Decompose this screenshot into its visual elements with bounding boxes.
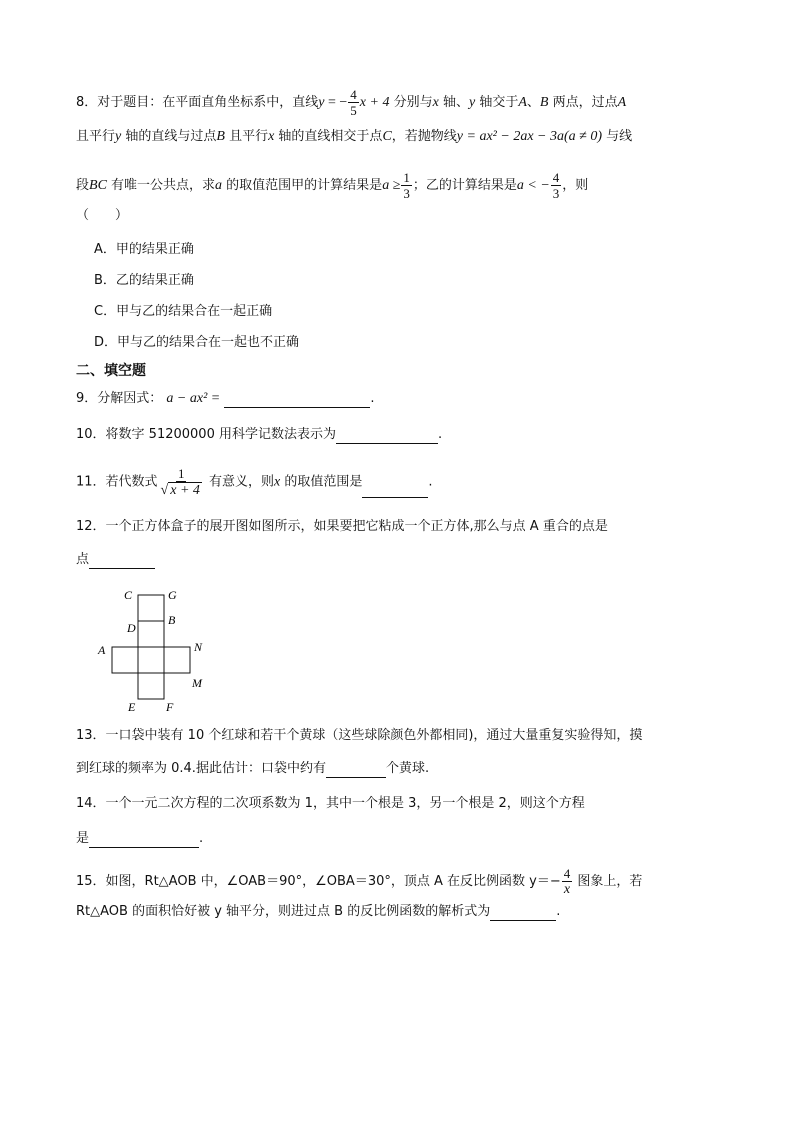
q8-fraction <box>348 87 359 118</box>
point-c: C <box>382 129 392 144</box>
q8-fraction-1 <box>401 170 412 201</box>
q15-text: 图象上，若 <box>573 874 643 889</box>
q9-text: 9．分解因式： <box>76 391 163 406</box>
q12-line-1: 12．一个正方体盒子的展开图如图所示，如果要把它粘成一个正方体,那么与点 A 重合的点是 <box>76 519 608 534</box>
q10-end: . <box>437 427 443 442</box>
net-square <box>138 595 164 621</box>
point-b: B <box>539 95 549 110</box>
q15-fraction <box>562 866 573 897</box>
q13-answer-blank[interactable] <box>326 763 386 778</box>
net-square <box>138 621 164 647</box>
q11-text: 11．若代数式 <box>76 474 158 490</box>
q8-sep: 、 <box>526 95 540 110</box>
q12-answer-blank[interactable] <box>89 554 155 569</box>
q8-text: 轴的直线相交于点 <box>274 129 383 144</box>
section-heading: 二、填空题 <box>76 363 146 379</box>
sqrt-icon: √ <box>160 483 169 498</box>
q15-text: 15．如图，Rt△AOB 中，∠OAB＝90°，∠OBA＝30°，顶点 A 在反比例函数 y＝− <box>76 874 561 889</box>
net-square <box>164 647 190 673</box>
q9-expr: a − ax² = <box>166 391 221 406</box>
q8-text: 两点，过点 <box>548 95 618 110</box>
q8-option-c: C．甲与乙的结果合在一起正确 <box>94 304 273 319</box>
q8-line-3 <box>76 170 588 201</box>
frac-den: 5 <box>350 103 357 118</box>
label-m: M <box>192 676 202 690</box>
q9-end: . <box>370 391 375 406</box>
frac-num: 4 <box>563 866 571 881</box>
q8-option-d: D．甲与乙的结果合在一起也不正确 <box>94 335 300 350</box>
q12-line-2 <box>76 551 155 569</box>
point-a: A <box>518 95 527 110</box>
q8-text: 且平行 <box>224 129 269 144</box>
frac-den <box>159 482 204 498</box>
q14-answer-blank[interactable] <box>89 833 199 848</box>
q13-line-2 <box>76 760 429 778</box>
q8-parabola: y = ax² − 2ax − 3a(a ≠ 0) <box>456 129 602 144</box>
q8-text: 与线 <box>602 129 633 144</box>
q8-text: ；乙的计算结果是 <box>412 178 517 193</box>
q8-text: 的取值范围甲的计算结果是 <box>222 178 383 193</box>
segment-bc: BC <box>89 178 107 193</box>
q8-text: 段 <box>76 178 90 193</box>
q8-eq-y: y <box>318 95 325 110</box>
q14-line-2 <box>76 830 203 848</box>
var-y: y <box>468 95 476 110</box>
q8-text: 分别与 <box>389 95 433 110</box>
var-a: a <box>215 178 223 193</box>
frac-num: 4 <box>552 170 560 185</box>
q13-end: . <box>424 761 430 776</box>
q8-eq-tail: x + 4 <box>359 95 390 110</box>
q11-answer-blank[interactable] <box>362 483 428 498</box>
q8-text: 轴的直线与过点 <box>121 129 217 144</box>
q15-text: Rt△AOB 的面积恰好被 y 轴平分，则进过点 B 的反比例函数的解析式为 <box>76 904 491 919</box>
q15-end: . <box>556 904 561 919</box>
cube-net-figure <box>94 585 224 715</box>
q8-eq-sign: = − <box>324 95 348 110</box>
var-x: x <box>268 129 275 144</box>
q10-line <box>76 426 442 444</box>
q14-text: 是 <box>76 831 90 846</box>
q8-line-1 <box>76 87 626 118</box>
q12-text: 点 <box>76 552 90 567</box>
label-e: E <box>128 700 136 714</box>
q8-text: ，若抛物线 <box>391 129 457 144</box>
q9-line <box>76 390 375 408</box>
frac-num: 4 <box>350 87 357 102</box>
q11-text: 的取值范围是 <box>280 474 363 490</box>
q8-ineq-1: a ≥ <box>382 178 401 193</box>
frac-num: 1 <box>177 466 185 481</box>
net-square <box>138 673 164 699</box>
label-g: G <box>168 588 177 602</box>
frac-den: 3 <box>403 186 410 201</box>
q10-answer-blank[interactable] <box>336 429 438 444</box>
q10-text: 10．将数字 51200000 用科学记数法表示为 <box>76 427 336 442</box>
q14-end: . <box>199 831 204 846</box>
q8-text: 轴交于 <box>475 95 519 110</box>
q15-line-1 <box>76 866 642 897</box>
var-x: x <box>432 95 439 110</box>
q8-answer-paren: （ ） <box>76 208 129 223</box>
q15-answer-blank[interactable] <box>490 906 556 921</box>
q11-end: . <box>428 474 433 490</box>
point-b: B <box>216 129 225 144</box>
q13-line-1: 13．一口袋中装有 10 个红球和若干个黄球（这些球除颜色外都相同)，通过大量重复实验得知，摸 <box>76 728 643 743</box>
point-a: A <box>617 95 627 110</box>
q8-fraction-2 <box>551 170 562 201</box>
q11-text: 有意义，则 <box>204 474 275 490</box>
frac-num: 1 <box>403 170 410 185</box>
q8-line-2 <box>76 128 632 146</box>
q8-text: 有唯一公共点，求 <box>106 178 216 193</box>
q13-text: 个黄球 <box>385 761 425 776</box>
q8-text: 8．对于题目：在平面直角坐标系中，直线 <box>76 95 319 110</box>
q9-answer-blank[interactable] <box>224 393 370 408</box>
frac-den: x <box>563 882 571 897</box>
radicand: x + 4 <box>170 483 200 498</box>
q8-option-b: B．乙的结果正确 <box>94 273 194 288</box>
q8-text: 且平行 <box>76 129 116 144</box>
net-square <box>138 647 164 673</box>
q14-line-1: 14．一个一元二次方程的二次项系数为 1，其中一个根是 3，另一个根是 2，则这个方程 <box>76 796 585 811</box>
var-y: y <box>115 129 122 144</box>
net-square <box>112 647 138 673</box>
label-f: F <box>166 700 174 714</box>
q8-text: ，则 <box>562 178 589 193</box>
label-b: B <box>168 613 176 627</box>
q8-option-a: A．甲的结果正确 <box>94 242 194 257</box>
q8-ineq-2: a < − <box>516 178 550 193</box>
label-n: N <box>194 640 203 654</box>
label-a: A <box>98 643 106 657</box>
label-c: C <box>124 588 133 602</box>
label-d: D <box>127 621 136 635</box>
frac-den: 3 <box>552 186 560 201</box>
q8-text: 轴、 <box>438 95 469 110</box>
q11-fraction <box>159 466 204 498</box>
var-x: x <box>274 474 281 490</box>
q15-line-2 <box>76 903 560 921</box>
q13-text: 到红球的频率为 0.4.据此估计：口袋中约有 <box>76 761 326 776</box>
q11-line <box>76 466 433 498</box>
